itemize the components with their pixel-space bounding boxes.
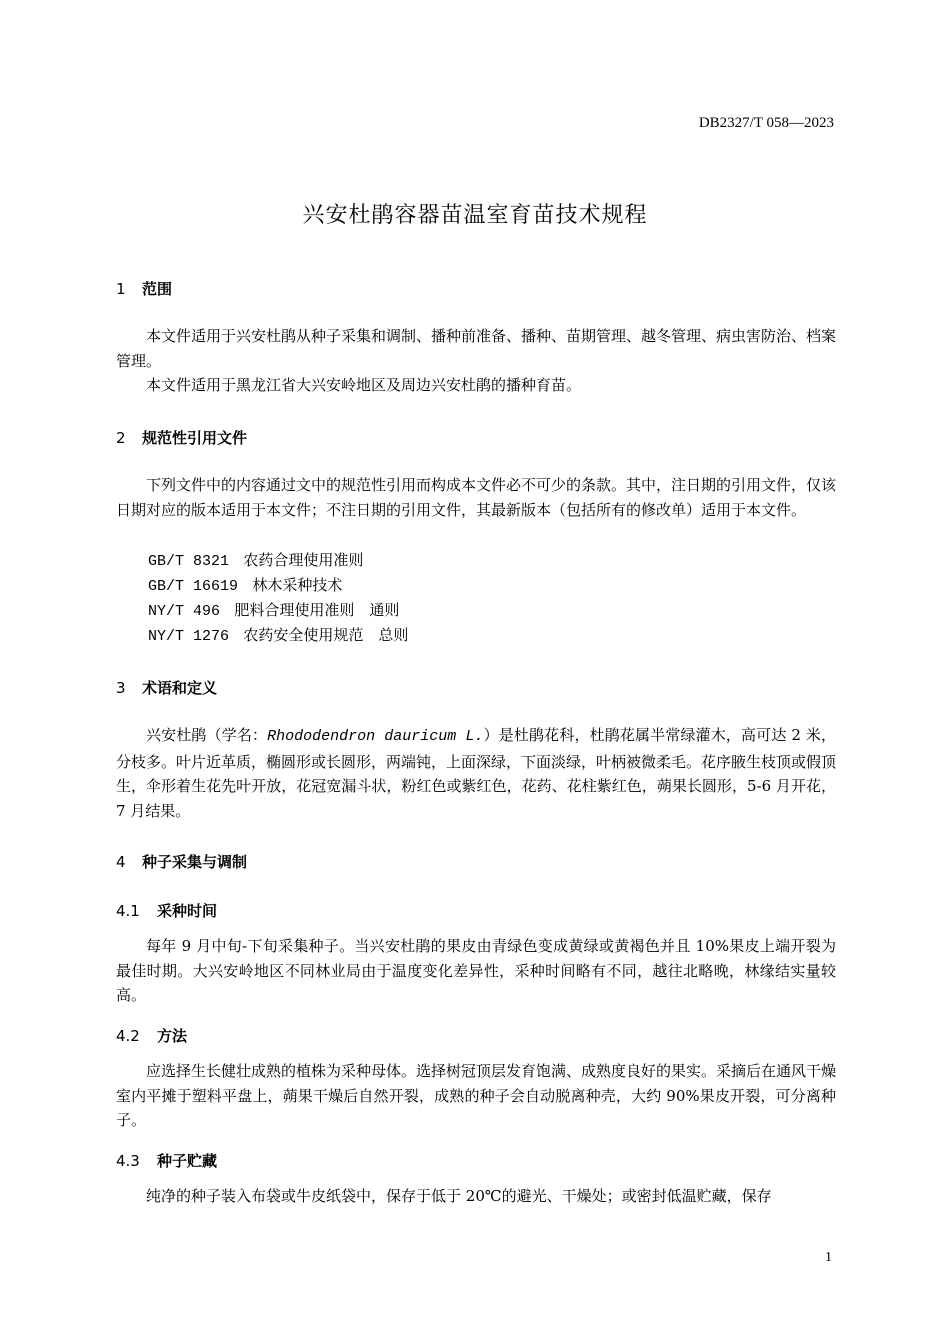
reference-name: 肥料合理使用准则 通则 bbox=[234, 601, 400, 619]
subsection-number: 4.1 bbox=[116, 902, 140, 920]
standard-code: DB2327/T 058—2023 bbox=[698, 115, 834, 131]
section-title: 范围 bbox=[142, 280, 173, 298]
section-1-paragraph-2: 本文件适用于黑龙江省大兴安岭地区及周边兴安杜鹃的播种育苗。 bbox=[146, 376, 582, 394]
reference-name: 林木采种技术 bbox=[252, 576, 343, 594]
section-3-heading bbox=[116, 677, 217, 698]
section-title: 术语和定义 bbox=[142, 679, 218, 697]
scientific-name: Rhododendron dauricum L. bbox=[267, 728, 484, 745]
subsection-4-2-paragraph: 应选择生长健壮成熟的植株为采种母体。选择树冠顶层发育饱满、成熟度良好的果实。采摘后在通风干燥室内平摊于塑料平盘上，蒴果干燥后自然开裂，成熟的种子会自动脱离种壳，大约 90%果皮开裂，可分离种子。 bbox=[116, 1062, 837, 1129]
section-number: 3 bbox=[116, 679, 126, 697]
section-title: 种子采集与调制 bbox=[142, 853, 248, 871]
definition-text-after: ）是杜鹃花科，杜鹃花属半常绿灌木，高可达 2 米，分枝多。叶片近革质，椭圆形或长圆形，两端钝，上面深绿，下面淡绿，叶柄被微柔毛。花序腋生枝顶或假顶生，伞形着生花先叶开放，花冠宽漏斗状，粉红色或紫红色，花药、花柱紫红色，蒴果长圆形，5-6 月开花，7 月结果。 bbox=[116, 726, 837, 820]
subsection-4-2-heading bbox=[116, 1025, 187, 1046]
section-number: 2 bbox=[116, 429, 126, 447]
reference-name: 农药合理使用准则 bbox=[243, 551, 364, 569]
reference-item bbox=[148, 623, 408, 650]
section-1-paragraph-1: 本文件适用于兴安杜鹃从种子采集和调制、播种前准备、播种、苗期管理、越冬管理、病虫害防治、档案管理。 bbox=[116, 327, 837, 370]
page-number: 1 bbox=[825, 1250, 832, 1265]
section-number: 4 bbox=[116, 853, 126, 871]
reference-code: NY/T 1276 bbox=[148, 628, 230, 645]
reference-code: NY/T 496 bbox=[148, 603, 221, 620]
subsection-number: 4.2 bbox=[116, 1027, 140, 1045]
subsection-4-1-heading bbox=[116, 900, 217, 921]
subsection-4-3-paragraph: 纯净的种子装入布袋或牛皮纸袋中，保存于低于 20℃的避光、干燥处；或密封低温贮藏，保存 bbox=[146, 1187, 772, 1205]
subsection-title: 方法 bbox=[157, 1027, 188, 1045]
section-1-heading bbox=[116, 278, 172, 299]
section-2-paragraph-1: 下列文件中的内容通过文中的规范性引用而构成本文件必不可少的条款。其中，注日期的引用文件，仅该日期对应的版本适用于本文件；不注日期的引用文件，其最新版本（包括所有的修改单）适用于本文件。 bbox=[116, 476, 837, 519]
subsection-number: 4.3 bbox=[116, 1152, 140, 1170]
definition-paragraph bbox=[116, 723, 836, 823]
document-title: 兴安杜鹃容器苗温室育苗技术规程 bbox=[302, 203, 648, 228]
reference-code: GB/T 8321 bbox=[148, 553, 230, 570]
section-2-heading bbox=[116, 427, 247, 448]
subsection-4-1-paragraph: 每年 9 月中旬-下旬采集种子。当兴安杜鹃的果皮由青绿色变成黄绿或黄褐色并且 10%果皮上端开裂为最佳时期。大兴安岭地区不同林业局由于温度变化差异性，采种时间略有不同，越往北略晚，林缘结实量较高。 bbox=[116, 937, 836, 1004]
definition-text-before: 兴安杜鹃（学名： bbox=[146, 726, 268, 744]
section-number: 1 bbox=[116, 280, 126, 298]
section-4-heading bbox=[116, 851, 247, 872]
subsection-title: 种子贮藏 bbox=[157, 1152, 218, 1170]
reference-item bbox=[148, 548, 363, 575]
subsection-4-3-heading bbox=[116, 1150, 217, 1171]
reference-item bbox=[148, 573, 342, 600]
reference-item bbox=[148, 598, 399, 625]
reference-name: 农药安全使用规范 总则 bbox=[243, 626, 409, 644]
subsection-title: 采种时间 bbox=[157, 902, 218, 920]
reference-code: GB/T 16619 bbox=[148, 578, 239, 595]
section-title: 规范性引用文件 bbox=[142, 429, 248, 447]
